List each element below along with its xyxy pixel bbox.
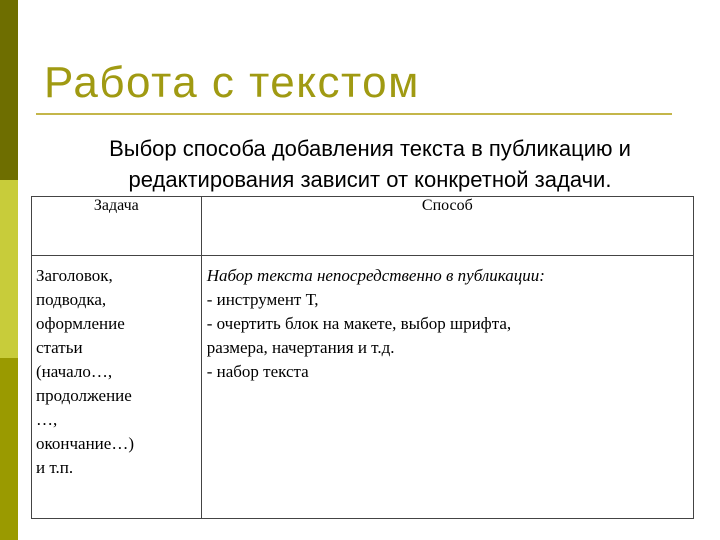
method-line: - очертить блок на макете, выбор шрифта,: [206, 314, 512, 333]
title-underline: [36, 113, 672, 115]
task-method-table: [31, 196, 694, 519]
method-line: - набор текста: [206, 362, 309, 381]
subtitle-line-1: Выбор способа добавления текста в публикацию и: [109, 136, 631, 161]
task-text: [32, 256, 201, 480]
header-task: Задача: [32, 197, 202, 256]
method-heading: Набор текста непосредственно в публикации:: [206, 266, 545, 285]
task-line: оформление: [36, 314, 125, 333]
table-row: [32, 256, 694, 519]
table-header-row: [32, 197, 694, 256]
slide-subtitle: [30, 133, 710, 195]
task-line: продолжение: [36, 386, 132, 405]
method-line: - инструмент Т,: [206, 290, 319, 309]
slide-title: Работа с текстом: [44, 58, 420, 107]
decor-stripe-middle: [0, 180, 18, 358]
decor-stripe-top: [0, 0, 18, 180]
header-method: Способ: [201, 197, 693, 256]
task-line: статьи: [36, 338, 83, 357]
task-line: и т.п.: [36, 458, 74, 477]
method-line: размера, начертания и т.д.: [206, 338, 395, 357]
cell-method: [201, 256, 693, 519]
decor-stripe-bottom: [0, 358, 18, 540]
task-line: подводка,: [36, 290, 107, 309]
task-line: (начало…,: [36, 362, 113, 381]
cell-task: [32, 256, 202, 519]
task-line: Заголовок,: [36, 266, 113, 285]
task-line: …,: [36, 410, 58, 429]
method-text: [202, 256, 693, 384]
task-line: окончание…): [36, 434, 134, 453]
subtitle-line-2: редактирования зависит от конкретной задачи.: [128, 167, 612, 192]
